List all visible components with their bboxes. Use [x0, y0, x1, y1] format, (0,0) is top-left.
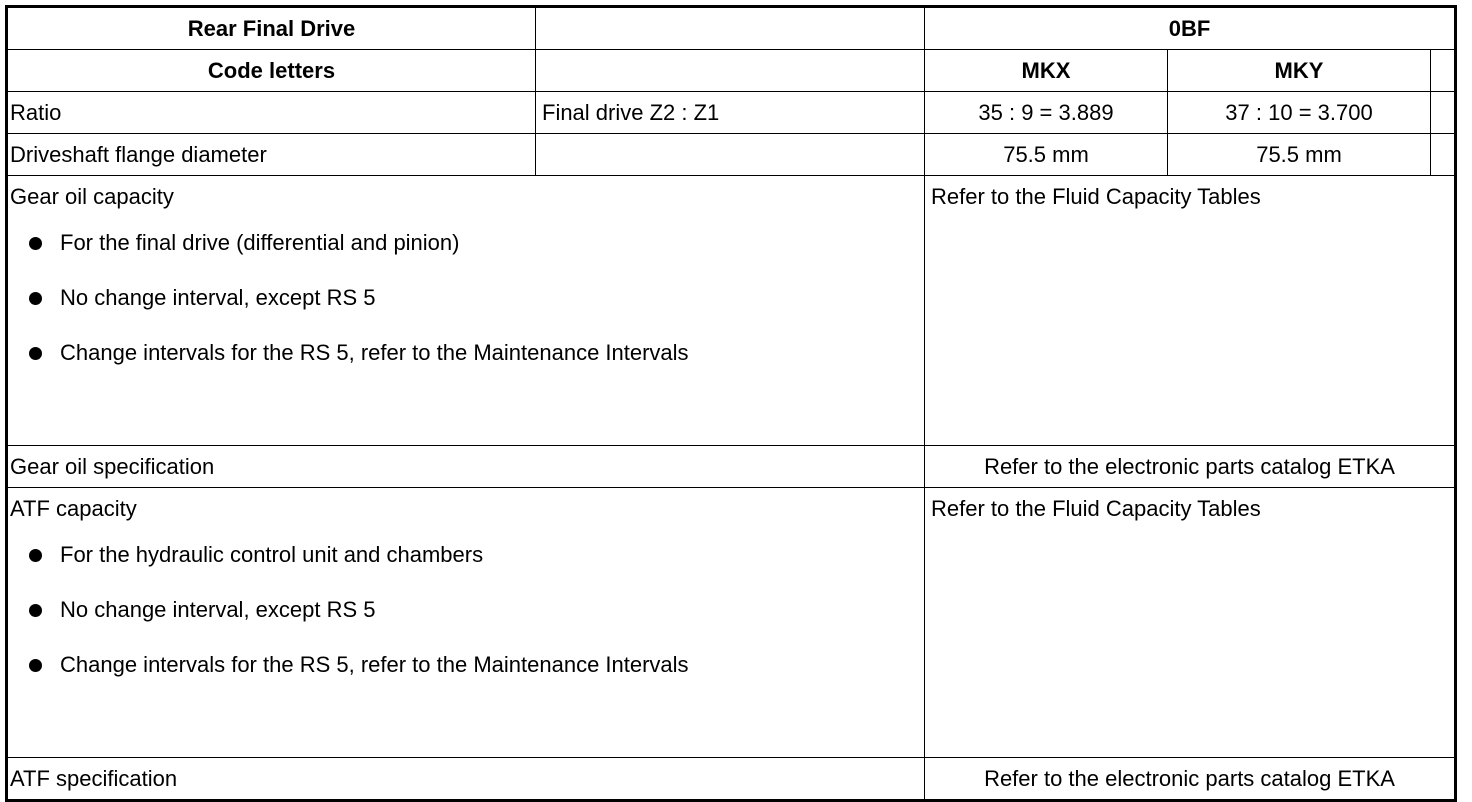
gearbox-code: 0BF: [925, 7, 1456, 50]
atf-capacity-value: Refer to the Fluid Capacity Tables: [925, 488, 1456, 758]
bullet-text: Change intervals for the RS 5, refer to the Maintenance Intervals: [60, 652, 689, 677]
list-item: [10, 652, 918, 707]
gear-oil-capacity-cell: [7, 176, 925, 446]
code-letters-row: [7, 50, 1456, 92]
bullet-icon: [29, 237, 42, 250]
header-middle-cell: [536, 7, 925, 50]
spacer-cell: [1431, 134, 1456, 176]
bullet-text: No change interval, except RS 5: [60, 597, 376, 622]
gear-oil-spec-row: [7, 446, 1456, 488]
table-header-row: [7, 7, 1456, 50]
atf-spec-value: Refer to the electronic parts catalog ETKA: [925, 758, 1456, 801]
bullet-text: For the final drive (differential and pinion): [60, 230, 460, 255]
bullet-icon: [29, 347, 42, 360]
ratio-row: [7, 92, 1456, 134]
ratio-value-mky: 37 : 10 = 3.700: [1168, 92, 1431, 134]
code-letter-mkx: MKX: [925, 50, 1168, 92]
code-letters-label: Code letters: [7, 50, 536, 92]
list-item: [10, 542, 918, 597]
atf-spec-label: ATF specification: [7, 758, 925, 801]
rear-final-drive-spec-table: [5, 5, 1457, 802]
atf-spec-row: [7, 758, 1456, 801]
bullet-icon: [29, 549, 42, 562]
spacer-cell: [1431, 50, 1456, 92]
gear-oil-capacity-bullets: [10, 230, 918, 395]
list-item: [10, 597, 918, 652]
list-item: [10, 230, 918, 285]
bullet-icon: [29, 292, 42, 305]
gear-oil-capacity-label: Gear oil capacity: [10, 184, 174, 209]
list-item: [10, 285, 918, 340]
gear-oil-capacity-value: Refer to the Fluid Capacity Tables: [925, 176, 1456, 446]
atf-capacity-label: ATF capacity: [10, 496, 137, 521]
list-item: [10, 340, 918, 395]
bullet-text: For the hydraulic control unit and chambers: [60, 542, 484, 567]
flange-row: [7, 134, 1456, 176]
bullet-icon: [29, 659, 42, 672]
spacer-cell: [1431, 92, 1456, 134]
bullet-text: Change intervals for the RS 5, refer to the Maintenance Intervals: [60, 340, 689, 365]
flange-sublabel: [536, 134, 925, 176]
header-title: Rear Final Drive: [7, 7, 536, 50]
atf-capacity-row: [7, 488, 1456, 758]
ratio-label: Ratio: [7, 92, 536, 134]
gear-oil-spec-label: Gear oil specification: [7, 446, 925, 488]
code-letters-middle-cell: [536, 50, 925, 92]
atf-capacity-cell: [7, 488, 925, 758]
gear-oil-spec-value: Refer to the electronic parts catalog ETKA: [925, 446, 1456, 488]
flange-value-mky: 75.5 mm: [1168, 134, 1431, 176]
code-letter-mky: MKY: [1168, 50, 1431, 92]
ratio-value-mkx: 35 : 9 = 3.889: [925, 92, 1168, 134]
bullet-icon: [29, 604, 42, 617]
gear-oil-capacity-row: [7, 176, 1456, 446]
flange-value-mkx: 75.5 mm: [925, 134, 1168, 176]
ratio-sublabel: Final drive Z2 : Z1: [536, 92, 925, 134]
flange-label: Driveshaft flange diameter: [7, 134, 536, 176]
atf-capacity-bullets: [10, 542, 918, 707]
bullet-text: No change interval, except RS 5: [60, 285, 376, 310]
